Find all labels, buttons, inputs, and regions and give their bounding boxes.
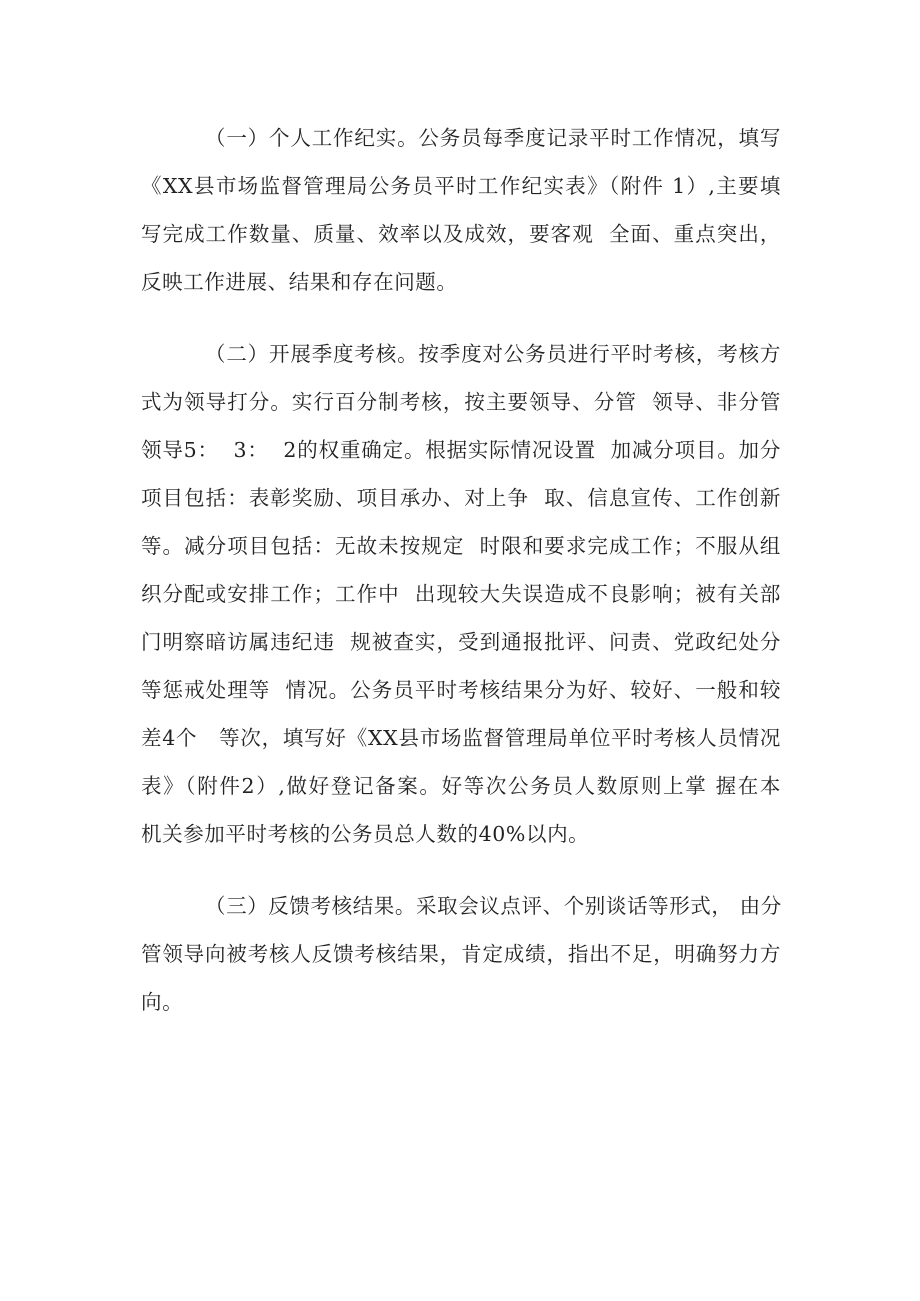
text-line: 等惩戒处理等 情况。公务员平时考核结果分为好、较好、一般和较: [141, 678, 781, 702]
text-line: 写完成工作数量、质量、效率以及成效，要客观 全面、重点突出，: [141, 222, 781, 246]
text-line: 等。减分项目包括：无故未按规定 时限和要求完成工作；不服从组: [141, 534, 781, 558]
paragraph-feedback-results: [141, 882, 781, 1026]
text-line: 门明察暗访属违纪违 规被查实，受到通报批评、问责、党政纪处分: [141, 630, 781, 654]
text-line: （一）个人工作纪实。公务员每季度记录平时工作情况，填写: [205, 126, 781, 150]
document-body: [141, 114, 781, 1050]
text-line: 领导5： 3： 2的权重确定。根据实际情况设置 加减分项目。加分: [141, 438, 781, 462]
text-line: 《XX县市场监督管理局公务员平时工作纪实表》（附件 1）,主要填: [141, 174, 781, 198]
text-line: 项目包括：表彰奖励、项目承办、对上争 取、信息宣传、工作创新: [141, 486, 781, 510]
text-line: 管领导向被考核人反馈考核结果，肯定成绩，指出不足，明确努力方: [141, 942, 781, 966]
text-line: 织分配或安排工作；工作中 出现较大失误造成不良影响；被有关部: [141, 582, 781, 606]
text-line: 式为领导打分。实行百分制考核，按主要领导、分管 领导、非分管: [141, 390, 781, 414]
text-line: 反映工作进展、结果和存在问题。: [141, 270, 458, 294]
paragraph-quarterly-assessment: [141, 330, 781, 858]
text-line: 差4个 等次，填写好《XX县市场监督管理局单位平时考核人员情况: [141, 726, 781, 750]
text-line: 表》（附件2）,做好登记备案。好等次公务员人数原则上掌 握在本: [141, 774, 781, 798]
text-line: 机关参加平时考核的公务员总人数的40%以内。: [141, 822, 590, 846]
text-line: （二）开展季度考核。按季度对公务员进行平时考核，考核方: [205, 342, 781, 366]
paragraph-personal-work-record: [141, 114, 781, 306]
text-line: 向。: [141, 990, 184, 1014]
text-line: （三）反馈考核结果。采取会议点评、个别谈话等形式， 由分: [205, 894, 782, 918]
